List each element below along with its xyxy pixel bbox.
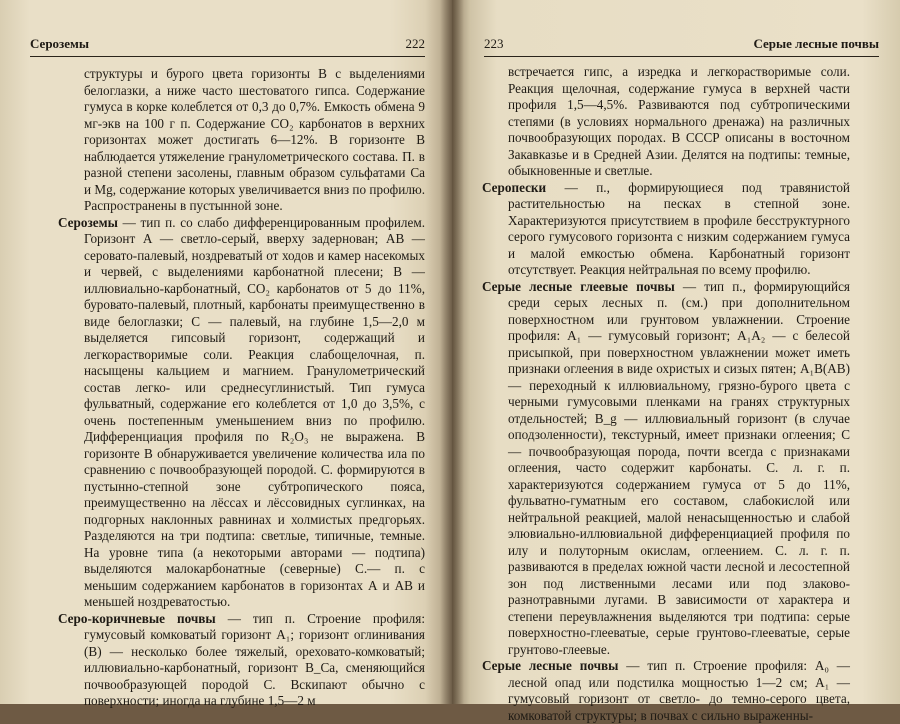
right-page-body [482, 64, 850, 724]
header-rule [484, 56, 879, 57]
running-head-title: Серые лесные почвы [753, 36, 879, 51]
running-head-title: Сероземы [30, 36, 90, 51]
entry-text: — тип п. Строение профиля: гумусовый комковатый горизонт A₁; горизонт оглинивания (В) — несколько более тяжелый, ореховато-комковатый; иллювиально-карбонатный, горизонт B_Ca, сменяющийся почвообразующей породой С. Вскипают обычно с поверхности; иногда на глубине 1,5—2 м [84, 610, 425, 708]
dictionary-entry [58, 611, 425, 710]
paragraph-continuation: встречается гипс, а изредка и легкорастворимые соли. Реакция щелочная, содержание гумуса в верхней части профиля 1,5—4,5%. Развиваются под субтропическими степями (в условиях нормального дренажа) на различных почвообразующих породах. В СССР описаны в восточном Закавказье и в Средней Азии. Делятся на подтипы: темные, обыкновенные и светлые. [508, 64, 850, 178]
entry-term: Серопески [482, 179, 547, 195]
paragraph-continuation: структуры и бурого цвета горизонты В с выделениями белоглазки, а ниже часто шестоватого гипса. Содержание гумуса в корке колеблется от 0,3 до 0,7%. Емкость обмена 9 мг-экв на 100 г п. Содержание CO₂ карбонатов в верхних горизонтах может достигать 6—12%. В горизонте В наблюдается утяжеление гранулометрического состава. П. в разной степени засолены, главным образом сульфатами Са и Mg, содержание которых увеличивается вниз по профилю. Распространены в пустынной зоне. [84, 66, 425, 213]
entry-text: — тип п., формирующийся среди серых лесных п. (см.) при дополнительном поверхностном или грунтовом увлажнении. Строение профиля: A₁ — гумусовый горизонт; A₁A₂ — с белесой присыпкой, при поверхностном увлажнении может иметь признаки оглеения в виде охристых и сизых пятен; A₁B(AB) — переходный к иллювиальному, грязно-бурого цвета с черными гумусовыми пленками на гранях структурных отдельностей; B_g — иллювиальный горизонт (в случае оподзоленности), текстурный, имеет признаки оглеения; С — почвообразующая порода, почти всегда с признаками оглеения, часто содержит карбонаты. С. л. г. п. характеризуются содержанием гумуса от 5 до 11%, фульватно-гуматным его составом, слабокислой или нейтральной реакцией, малой ненасыщенностью и слабой элювиально-иллювиальной дифференциацией профиля по илу и полуторным окислам, оглеением. С. л. г. п. развиваются в пределах южной части лесной и лесостепной зон под лиственными лесами или под злаково-разнотравными лугами. В зависимости от характера и степени переувлажнения выделяются три подтипа: серые поверхностно-глееватые, серые грунтово-глееватые, серые грунтово-глеевые. [508, 278, 851, 657]
entry-text: — п., формирующиеся под травянистой растительностью на песках в степной зоне. Характеризуются присутствием в профиле бесструктурного серого гумусового горизонта с низким содержанием гумуса и малой емкостью обмена. Карбонатный горизонт отсутствует. Реакция нейтральная по всему профилю. [508, 179, 850, 277]
entry-text: — тип п. Строение профиля: A₀ — лесной опад или подстилка мощностью 1—2 см; A₁ — гумусовый горизонт от светло- до темно-серого цвета, комковатой структуры; в почвах с сильно выраженны- [508, 658, 850, 723]
page-number: 223 [484, 36, 504, 51]
dictionary-entry [482, 180, 850, 279]
entry-term: Серые лесные глеевые почвы [482, 278, 675, 294]
left-page [0, 0, 452, 708]
entry-term: Серые лесные почвы [482, 658, 619, 673]
dictionary-entry [482, 279, 850, 659]
left-page-body [58, 66, 425, 710]
left-page-header [30, 36, 425, 54]
entry-term: Сероземы [58, 214, 118, 230]
right-page [452, 0, 900, 723]
entry-term: Серо-коричневые почвы [58, 610, 216, 626]
page-number: 222 [405, 36, 425, 51]
dictionary-entry [482, 658, 850, 724]
book-gutter-shadow [440, 0, 464, 704]
header-rule [30, 56, 425, 57]
right-page-header [484, 36, 879, 54]
entry-text: — тип п. со слабо дифференцированным профилем. Горизонт А — светло-серый, вверху задернован; АВ — серовато-палевый, ноздреватый от ходов и камер насекомых и червей, с выделениями карбонатной плесени; В — иллювиально-карбонатный, CO₂ карбонатов от 5 до 11%, буровато-палевый, плотный, карбонаты преимущественно в виде белоглазки; С — палевый, на глубине 1,5—2,0 м выделяется гипсовый горизонт, содержащий и легкорастворимые соли. Реакция слабощелочная, п. насыщены кальцием и магнием. Гранулометрический состав легко- или среднесуглинистый. Тип гумуса фульватный, содержание его колеблется от 1,0 до 3,5%, с очень постепенным уменьшением вниз по профилю. Дифференциация профиля по R₂O₃ не выражена. В горизонте В обнаруживается увеличение количества ила по сравнению с почвообразующей породой. С. формируются в пустынно-степной зоне субтропического пояса, преимущественно на лёссах и лёссовидных суглинках, на подгорных наклонных равнинах и холмистых предгорьях. Разделяются на три подтипа: светлые, типичные, темные. На уровне типа (а некоторыми авторами — подтипа) выделяются малокарбонатные (северные) С.— п. с меньшим содержанием карбонатов в горизонтах А и АВ и меньшей ноздреватостью. [84, 214, 425, 609]
dictionary-entry [58, 215, 425, 611]
